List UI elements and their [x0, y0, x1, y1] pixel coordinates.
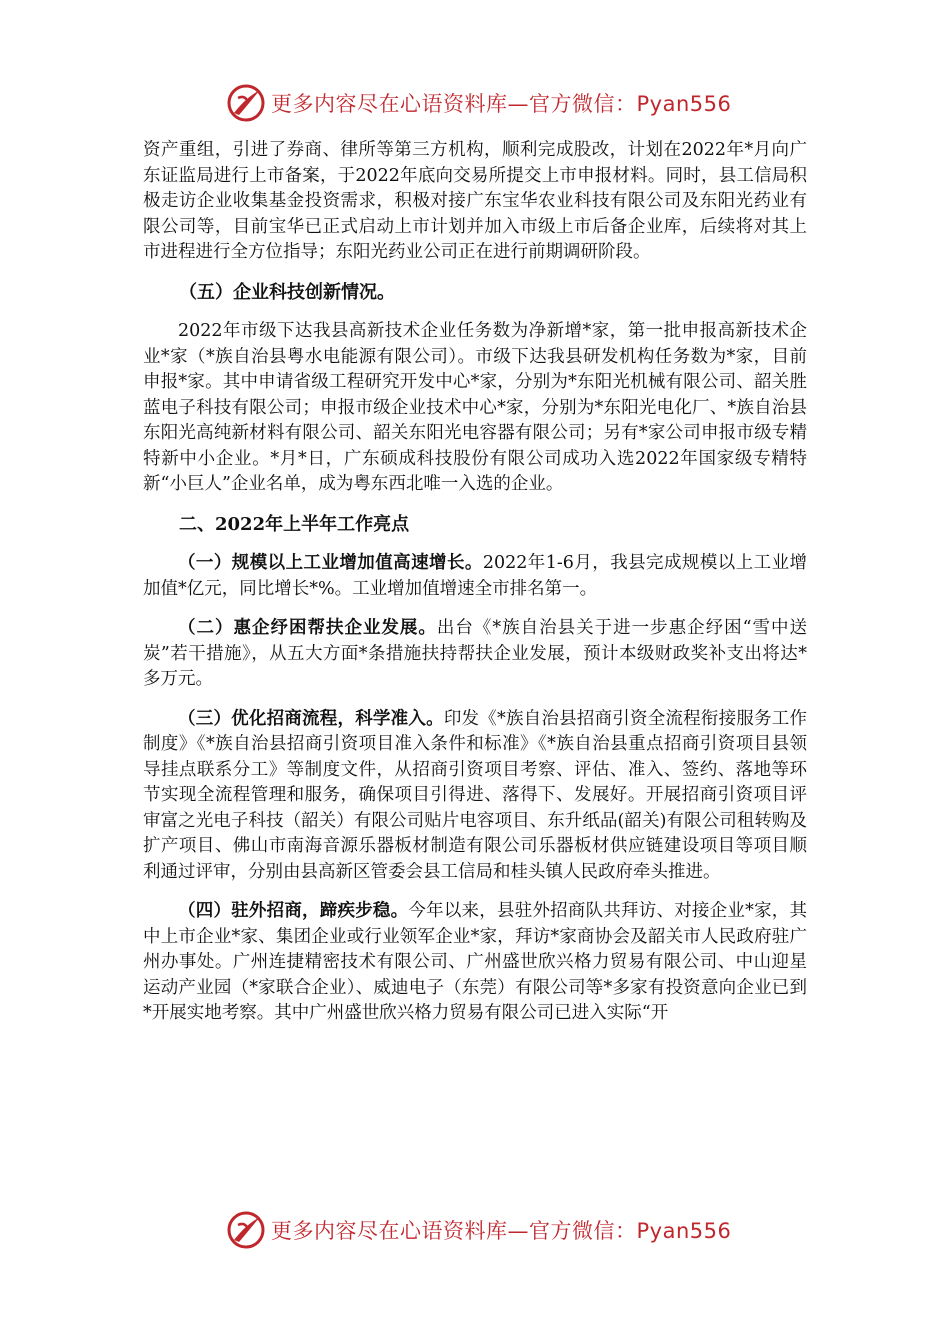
- highlight-4-lead: （四）驻外招商，蹄疾步稳。: [178, 901, 409, 921]
- highlight-1-text: 2022年1-6月，我县完成规模以上工业增加值*亿元，同比增长*%。工业增加值增速全市排名第一。: [143, 553, 808, 599]
- highlight-4: [143, 899, 807, 1027]
- highlight-3-lead: （三）优化招商流程，科学准入。: [178, 708, 444, 729]
- banner-text: 更多内容尽在心语资料库—官方微信：Pyan556: [271, 1219, 732, 1243]
- highlight-2-text: 出台《*族自治县关于进一步惠企纾困“雪中送炭”若干措施》，从五大方面*条措施扶持帮扶企业发展，预计本级财政奖补支出将达*多万元。: [143, 618, 807, 689]
- heading-section-2: 二、2022年上半年工作亮点: [179, 513, 410, 535]
- paragraph-1: 资产重组，引进了券商、律所等第三方机构，顺利完成股改，计划在2022年*月向广东证监局进行上市备案，于2022年底向交易所提交上市申报材料。同时，县工信局积极走访企业收集基金投资需求，积极对接广东宝华农业科技有限公司及东阳光药业有限公司等，目前宝华已正式启动上市计划并加入市级上市后备企业库，后续将对其上市进程进行全方位指导；东阳光药业公司正在进行前期调研阶段。: [143, 140, 807, 262]
- highlight-3-text: 印发《*族自治县招商引资全流程衔接服务工作制度》《*族自治县招商引资项目准入条件和标准》《*族自治县重点招商引资项目县领导挂点联系分工》等制度文件，从招商引资项目考察、评估、准入、签约、落地等环节实现全流程管理和服务，确保项目引得进、落得下、发展好。开展招商引资项目评审富之光电子科技（韶关）有限公司贴片电容项目、东升纸品(韶关)有限公司租转购及扩产项目、佛山市南海音源乐器板材制造有限公司乐器板材供应链建设项目等项目顺利通过评审，分别由县高新区管委会县工信局和桂头镇人民政府牵头推进。: [143, 708, 808, 882]
- paragraph-2: 2022年市级下达我县高新技术企业任务数为净新增*家，第一批申报高新技术企业*家（*族自治县粤水电能源有限公司）。市级下达我县研发机构任务数为*家，目前申报*家。其中申请省级工程研究开发中心*家，分别为*东阳光机械有限公司、韶关胜蓝电子科技有限公司；申报市级企业技术中心*家，分别为*东阳光电化厂、*族自治县东阳光高纯新材料有限公司、韶关东阳光电容器有限公司；另有*家公司申报市级专精特新中小企业。*月*日，广东硕成科技股份有限公司成功入选2022年国家级专精特新“小巨人”企业名单，成为粤东西北唯一入选的企业。: [143, 321, 807, 494]
- highlight-4-text: 今年以来，县驻外招商队共拜访、对接企业*家，其中上市企业*家、集团企业或行业领军企业*家，拜访*家商协会及韶关市人民政府驻广州办事处。广州连捷精密技术有限公司、广州盛世欣兴格力贸易有限公司、中山迎星运动产业园（*家联合企业）、威迪电子（东莞）有限公司等*多家有投资意向企业已到*开展实地考察。其中广州盛世欣兴格力贸易有限公司已进入实际“开: [143, 901, 808, 1023]
- heading-section-5: （五）企业科技创新情况。: [179, 281, 395, 303]
- highlight-1-lead: （一）规模以上工业增加值高速增长。: [178, 553, 483, 573]
- highlight-2-lead: （二）惠企纾困帮扶企业发展。: [178, 618, 437, 638]
- banner-text: 更多内容尽在心语资料库—官方微信：Pyan556: [271, 92, 732, 116]
- header-banner: [225, 78, 745, 128]
- footer-banner: [225, 1205, 745, 1255]
- brush-stroke-icon: [225, 1209, 267, 1251]
- brush-stroke-icon: [225, 82, 267, 124]
- highlight-3: [143, 707, 807, 886]
- highlight-1: [143, 551, 807, 602]
- highlight-2: [143, 616, 807, 693]
- document-body: [143, 138, 807, 1027]
